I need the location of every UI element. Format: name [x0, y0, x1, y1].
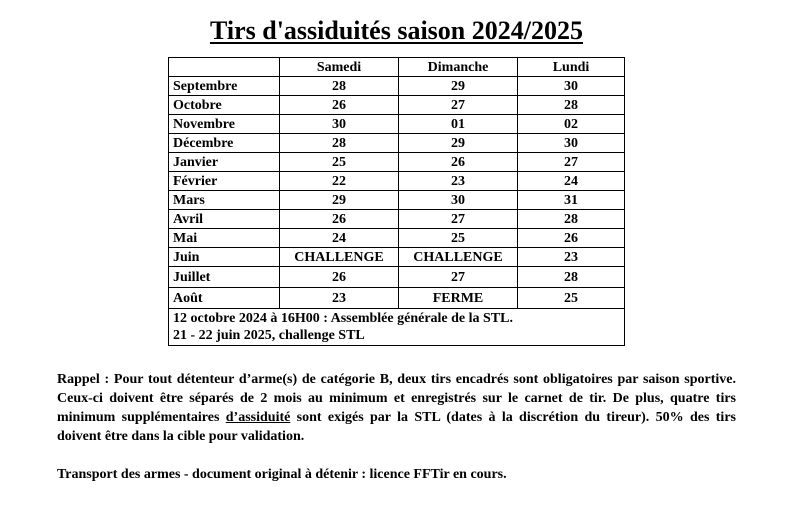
lundi-cell: 30 — [518, 77, 625, 96]
rappel-text-before: Rappel : Pour tout détenteur d’arme(s) de catégorie B, deux tirs encadrés sont obligatoires par saison sportive. Ceux-ci doivent être séparés de 2 mois au minimum et enregistrés sur le carnet de tir. De plus, quatre tirs minimum supplémentaires — [57, 372, 736, 425]
table-row — [169, 210, 625, 229]
header-cell-samedi: Samedi — [280, 58, 399, 77]
samedi-cell: 26 — [280, 267, 399, 288]
dimanche-cell: 30 — [399, 191, 518, 210]
samedi-cell: CHALLENGE — [280, 248, 399, 267]
month-cell: Avril — [169, 210, 280, 229]
dimanche-cell: 26 — [399, 153, 518, 172]
page-title: Tirs d'assiduités saison 2024/2025 — [209, 16, 583, 45]
month-cell: Août — [169, 288, 280, 309]
lundi-cell: 24 — [518, 172, 625, 191]
note-line: 12 octobre 2024 à 16H00 : Assemblée générale de la STL. — [173, 311, 513, 326]
samedi-cell: 28 — [280, 134, 399, 153]
header-cell-dimanche: Dimanche — [399, 58, 518, 77]
month-cell: Novembre — [169, 115, 280, 134]
dimanche-cell: CHALLENGE — [399, 248, 518, 267]
header-cell-lundi: Lundi — [518, 58, 625, 77]
table-row — [169, 77, 625, 96]
month-cell: Octobre — [169, 96, 280, 115]
table-row — [169, 191, 625, 210]
month-cell: Mai — [169, 229, 280, 248]
samedi-cell: 24 — [280, 229, 399, 248]
month-cell: Mars — [169, 191, 280, 210]
dimanche-cell: 01 — [399, 115, 518, 134]
lundi-cell: 30 — [518, 134, 625, 153]
table-header-row — [169, 58, 625, 77]
dimanche-cell: 27 — [399, 210, 518, 229]
samedi-cell: 28 — [280, 77, 399, 96]
month-cell: Décembre — [169, 134, 280, 153]
dimanche-cell: FERME — [399, 288, 518, 309]
lundi-cell: 02 — [518, 115, 625, 134]
table-row — [169, 172, 625, 191]
samedi-cell: 26 — [280, 210, 399, 229]
table-row — [169, 288, 625, 309]
lundi-cell: 31 — [518, 191, 625, 210]
month-cell: Janvier — [169, 153, 280, 172]
table-row — [169, 229, 625, 248]
dimanche-cell: 29 — [399, 134, 518, 153]
rappel-text-after: sont exigés par la STL (dates à la discrétion du tireur). 50% des tirs doivent être dans la cible pour validation. — [57, 410, 736, 444]
table-notes-row — [169, 309, 625, 346]
schedule-body — [169, 77, 625, 346]
month-cell: Juin — [169, 248, 280, 267]
dimanche-cell: 27 — [399, 96, 518, 115]
lundi-cell: 28 — [518, 267, 625, 288]
dimanche-cell: 25 — [399, 229, 518, 248]
table-row — [169, 96, 625, 115]
table-row — [169, 267, 625, 288]
samedi-cell: 30 — [280, 115, 399, 134]
table-notes-cell — [169, 309, 625, 346]
note-line: 21 - 22 juin 2025, challenge STL — [173, 328, 365, 343]
samedi-cell: 29 — [280, 191, 399, 210]
rappel-underlined-text: d’assiduité — [225, 410, 291, 425]
lundi-cell: 23 — [518, 248, 625, 267]
lundi-cell: 28 — [518, 96, 625, 115]
samedi-cell: 26 — [280, 96, 399, 115]
rappel-paragraph — [57, 370, 736, 446]
header-cell-month — [169, 58, 280, 77]
samedi-cell: 25 — [280, 153, 399, 172]
schedule-table — [168, 57, 625, 346]
lundi-cell: 26 — [518, 229, 625, 248]
table-row — [169, 153, 625, 172]
samedi-cell: 23 — [280, 288, 399, 309]
month-cell: Février — [169, 172, 280, 191]
transport-note: Transport des armes - document original à détenir : licence FFTir en cours. — [57, 467, 507, 482]
lundi-cell: 27 — [518, 153, 625, 172]
samedi-cell: 22 — [280, 172, 399, 191]
dimanche-cell: 29 — [399, 77, 518, 96]
dimanche-cell: 23 — [399, 172, 518, 191]
month-cell: Septembre — [169, 77, 280, 96]
table-row — [169, 115, 625, 134]
lundi-cell: 25 — [518, 288, 625, 309]
dimanche-cell: 27 — [399, 267, 518, 288]
month-cell: Juillet — [169, 267, 280, 288]
table-row — [169, 134, 625, 153]
lundi-cell: 28 — [518, 210, 625, 229]
table-row — [169, 248, 625, 267]
